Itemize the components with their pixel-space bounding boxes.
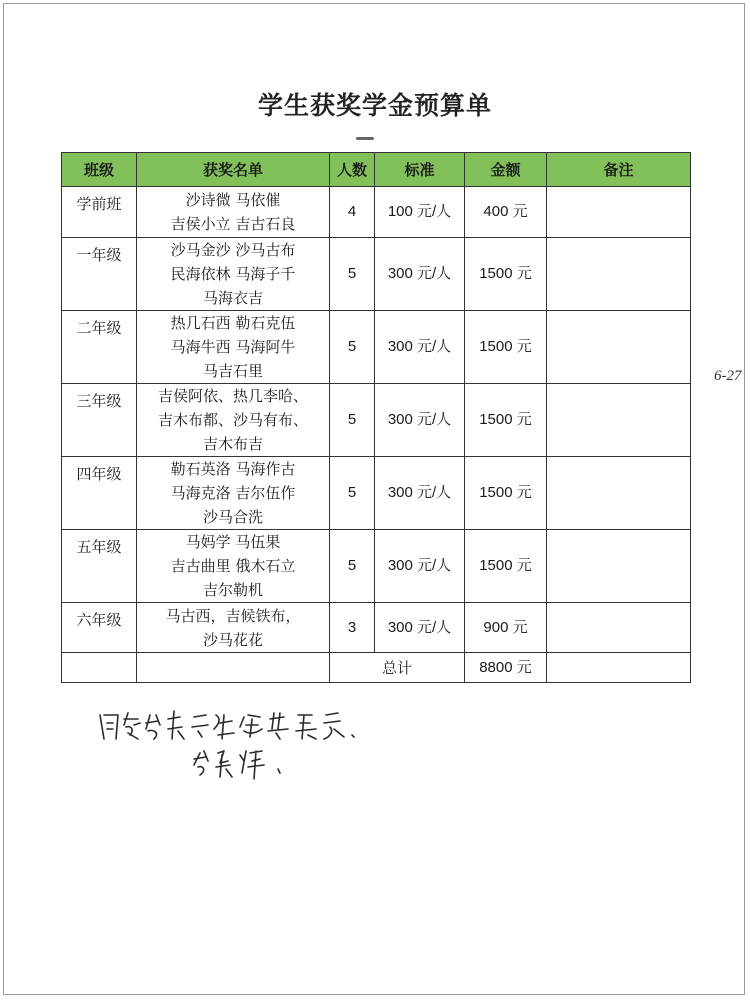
grade-cell: 二年级: [62, 311, 137, 384]
standard-cell: 300 元/人: [375, 384, 465, 457]
standard-cell: 300 元/人: [375, 603, 465, 653]
grade-cell: 学前班: [62, 187, 137, 238]
empty-cell: [137, 653, 330, 683]
names-cell: [137, 311, 330, 384]
name-line: 沙诗微 马依催: [185, 191, 281, 209]
names-cell: [137, 187, 330, 238]
name-line: 沙马金沙 沙马古布: [170, 241, 296, 259]
name-line: 马海牛西 马海阿牛: [170, 338, 296, 356]
count-cell: 3: [330, 603, 375, 653]
names-cell: [137, 530, 330, 603]
count-cell: 5: [330, 238, 375, 311]
names-cell: [137, 457, 330, 530]
table-header-row: [62, 153, 691, 187]
amount-cell: 900 元: [465, 603, 547, 653]
amount-cell: 1500 元: [465, 311, 547, 384]
grade-cell: 五年级: [62, 530, 137, 603]
name-line: 马妈学 马伍果: [185, 533, 281, 551]
table-row: [62, 384, 691, 457]
name-line: 吉古曲里 俄木石立: [170, 557, 296, 575]
margin-note: 6-27: [714, 368, 742, 384]
amount-cell: 1500 元: [465, 384, 547, 457]
total-amount: 8800 元: [465, 653, 547, 683]
name-line: 吉侯阿依、热几李哈、: [157, 387, 308, 405]
name-line: 马吉石里: [202, 362, 263, 380]
name-line: 吉侯小立 吉古石良: [170, 215, 296, 233]
count-cell: 5: [330, 311, 375, 384]
empty-cell: [547, 653, 691, 683]
decorative-mark: [356, 137, 374, 140]
names-cell: [137, 238, 330, 311]
total-label: 总计: [330, 653, 465, 683]
header-names: 获奖名单: [137, 153, 330, 187]
grade-cell: 三年级: [62, 384, 137, 457]
standard-cell: 300 元/人: [375, 311, 465, 384]
amount-cell: 1500 元: [465, 530, 547, 603]
handwritten-signature: [94, 695, 374, 785]
header-note: 备注: [547, 153, 691, 187]
count-cell: 5: [330, 384, 375, 457]
note-cell: [547, 603, 691, 653]
table-row: [62, 530, 691, 603]
standard-cell: 100 元/人: [375, 187, 465, 238]
count-cell: 5: [330, 457, 375, 530]
names-cell: [137, 603, 330, 653]
name-line: 沙马合洗: [202, 508, 263, 526]
table-row: [62, 187, 691, 238]
name-line: 马海克洛 吉尔伍作: [170, 484, 296, 502]
name-line: 热几石西 勒石克伍: [170, 314, 296, 332]
table-row: [62, 311, 691, 384]
note-cell: [547, 311, 691, 384]
budget-table: [61, 152, 691, 683]
empty-cell: [62, 653, 137, 683]
count-cell: 5: [330, 530, 375, 603]
header-amount: 金额: [465, 153, 547, 187]
header-grade: 班级: [62, 153, 137, 187]
note-cell: [547, 530, 691, 603]
note-cell: [547, 384, 691, 457]
name-line: 吉木布吉: [202, 435, 263, 453]
note-cell: [547, 238, 691, 311]
table-row: [62, 603, 691, 653]
header-count: 人数: [330, 153, 375, 187]
amount-cell: 1500 元: [465, 238, 547, 311]
name-line: 勒石英洛 马海作古: [170, 460, 296, 478]
amount-cell: 400 元: [465, 187, 547, 238]
amount-cell: 1500 元: [465, 457, 547, 530]
name-line: 民海依林 马海子千: [170, 265, 296, 283]
grade-cell: 四年级: [62, 457, 137, 530]
count-cell: 4: [330, 187, 375, 238]
standard-cell: 300 元/人: [375, 530, 465, 603]
standard-cell: 300 元/人: [375, 238, 465, 311]
standard-cell: 300 元/人: [375, 457, 465, 530]
name-line: 马海衣吉: [202, 289, 263, 307]
header-standard: 标准: [375, 153, 465, 187]
note-cell: [547, 187, 691, 238]
total-row: [62, 653, 691, 683]
name-line: 吉木布都、沙马有布、: [157, 411, 308, 429]
table-row: [62, 457, 691, 530]
table-row: [62, 238, 691, 311]
name-line: 马古西，吉候铁布，: [165, 606, 301, 625]
grade-cell: 一年级: [62, 238, 137, 311]
note-cell: [547, 457, 691, 530]
page-title: 学生获奖学金预算单: [257, 91, 492, 120]
name-line: 沙马花花: [202, 630, 263, 649]
name-line: 吉尔勒机: [202, 581, 263, 599]
grade-cell: 六年级: [62, 603, 137, 653]
names-cell: [137, 384, 330, 457]
